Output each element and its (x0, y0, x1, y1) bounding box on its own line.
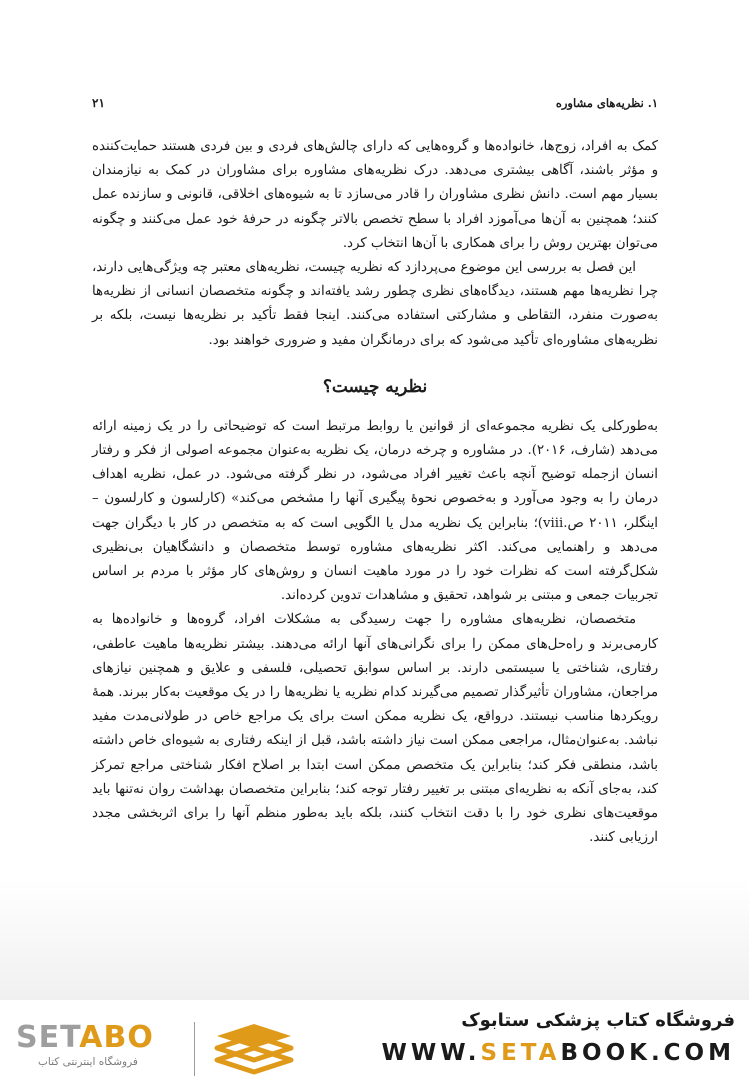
page-bottom-shadow (0, 880, 749, 1000)
store-url-link[interactable]: WWW.SETABOOK.COM (381, 1040, 735, 1066)
book-stack-icon (213, 1022, 295, 1078)
section-paragraph-1: به‌طورکلی یک نظریه مجموعه‌ای از قوانین یا روابط مرتبط است که توضیحاتی را در یک زمینه ارائه می‌دهد (شارف، ۲۰۱۶). در مشاوره و چرخه درمان، یک نظریه به‌عنوان مجموعه اصولی از فکر و رفتار انسان ازجمله توضیح آنچه باعث تغییر افراد می‌شود، در نظر گرفته می‌شود. در عمل، نظریه اهداف درمان را به وجود می‌آورد و به‌خصوص نحوهٔ پیگیری آنها را مشخص می‌کند» (کارلسون و کارلسون – اینگلر، ۲۰۱۱ ص.viii)؛ بنابراین یک نظریه مدل یا الگویی است که به متخصص در کار با دیگران جهت می‌دهد و راهنمایی می‌کند. اکثر نظریه‌های مشاوره توسط متخصصان و دانشگاهیان بی‌نظیری شکل‌گرفته است که نظرات خود را در مورد ماهیت انسان و روش‌های کار مؤثر با مردم بر اساس تجربیات جمعی و مبتنی بر شواهد، تحقیق و مشاهدات تدوین کرده‌اند. (92, 418, 658, 604)
logo-divider (194, 1022, 195, 1076)
intro-paragraph-1: کمک به افراد، زوج‌ها، خانواده‌ها و گروه‌هایی که دارای چالش‌های فردی و بین فردی هستند حمایت‌کننده و مؤثر باشند، آگاهی بیشتری می‌دهد. درک نظریه‌های مشاوره برای مشاوران در کمک به نیازمندان بسیار مهم است. دانش نظری مشاوران را قادر می‌سازد تا به شیوه‌های اخلاقی، قانونی و سازنده عمل کنند؛ همچنین به آن‌ها می‌آموزد افراد با سطح تخصص بالاتر چگونه در حرفهٔ خود عمل می‌کنند و چگونه می‌توان بهترین روش را برای همکاری با آن‌ها انتخاب کرد. (92, 139, 658, 251)
section-paragraph-2: متخصصان، نظریه‌های مشاوره را جهت رسیدگی به مشکلات افراد، گروه‌ها و خانواده‌ها به کارمی‌برند و راه‌حل‌های ممکن را برای نگرانی‌های آنها ارائه می‌دهند. بیشتر نظریه‌ها ماهیت عاطفی، رفتاری، شناختی یا سیستمی دارند. بر اساس سوابق تحصیلی، فلسفی و علایق و همچنین نیازهای مراجعان، مشاوران تأثیرگذار تصمیم می‌گیرند کدام نظریه یا نظریه‌ها را در یک موقعیت به‌کار ببرند. همهٔ رویکردها مناسب نیستند. درواقع، یک نظریه ممکن است برای یک مراجع خاص در طولانی‌مدت مفید نباشد. به‌عنوان‌مثال، مراجعی ممکن است نیاز داشته باشد، قبل از اینکه رفتاری به شیوه‌ای خاص داشته باشد، منطقی فکر کند؛ بنابراین یک متخصص ممکن است ابتدا بر اصلاح افکار شناختی مراجع تمرکز کند، به‌جای آنکه به نظریه‌ای مبتنی بر تغییر رفتار توجه کند؛ بنابراین متخصصان بهداشت روان نه‌تنها باید موقعیت‌های نظری خود را با دقت انتخاب کنند، بلکه باید به‌طور منظم آنها را برای اثربخشی مجدد ارزیابی کنند. (92, 612, 658, 846)
logo-tagline: فروشگاه اینترنتی کتاب (38, 1056, 138, 1068)
page-number: ۲۱ (92, 96, 105, 110)
chapter-title: ۱. نظریه‌های مشاوره (555, 96, 658, 110)
running-header (92, 96, 658, 116)
publisher-footer-banner (0, 1000, 749, 1079)
intro-paragraph-2: این فصل به بررسی این موضوع می‌پردازد که نظریه چیست، نظریه‌های معتبر چه ویژگی‌هایی دارند، چرا نظریه‌ها مهم هستند، دیدگاه‌های نظری چطور رشد یافته‌اند و چگونه متخصصان انسانی از نظریه‌ها به‌صورت منفرد، التقاطی و مشارکتی استفاده می‌کنند. اینجا فقط تأکید بر نظریه‌ها نیست، بلکه بر نظریه‌های مشاوره‌ای تأکید می‌شود که برای درمانگران مفید و ضروری خواهند بود. (92, 260, 658, 348)
store-name: فروشگاه کتاب پزشکی ستابوک (461, 1010, 735, 1031)
section-heading: نظریه چیست؟ (322, 376, 428, 397)
brand-logo[interactable] (8, 1008, 298, 1076)
page-body (92, 135, 658, 850)
logo-wordmark: SETABO (16, 1020, 154, 1055)
